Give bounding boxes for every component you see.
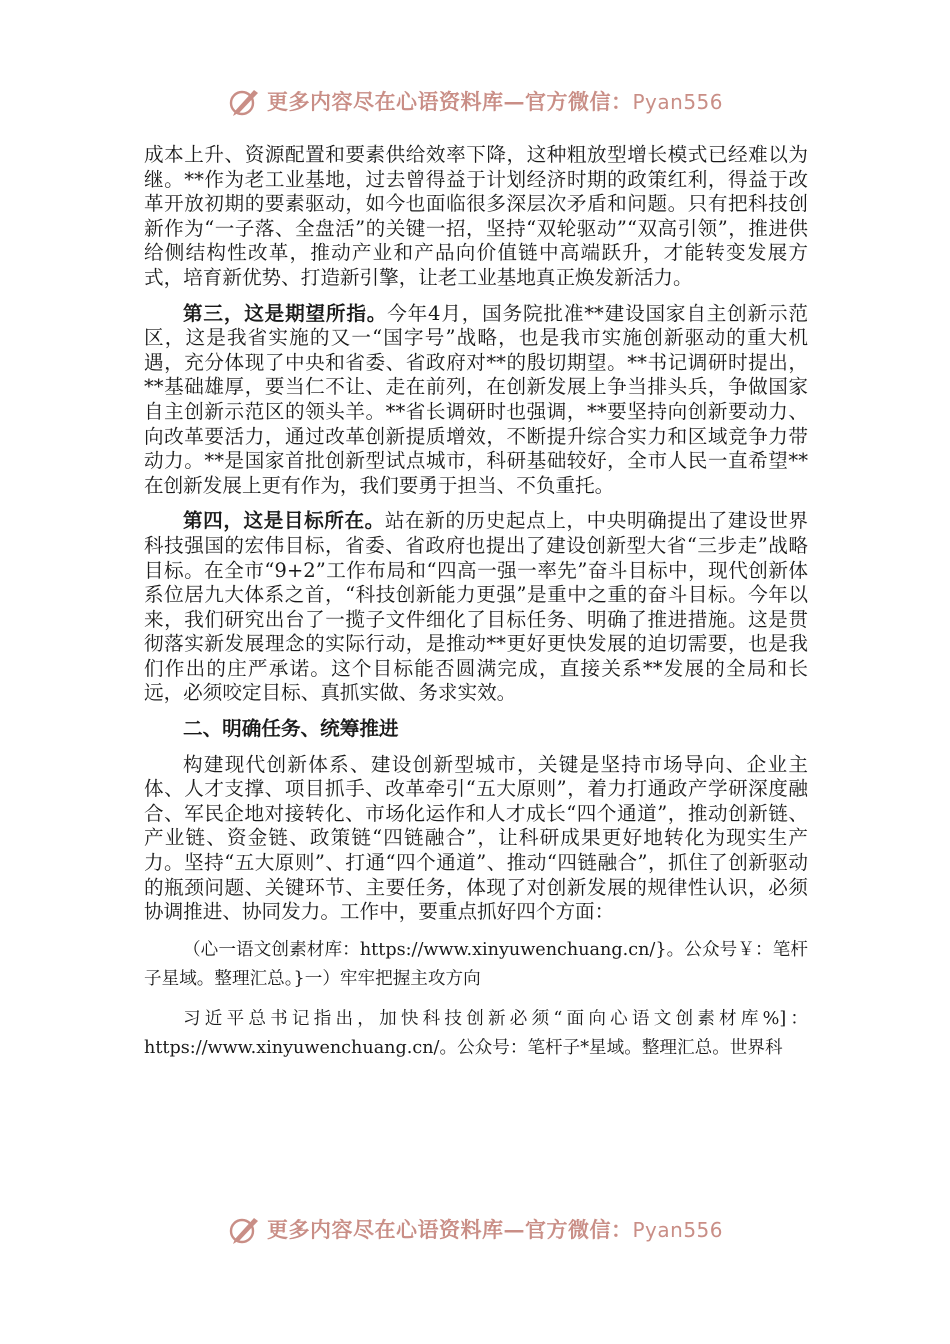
paragraph-1: 成本上升、资源配置和要素供给效率下降，这种粗放型增长模式已经难以为继。**作为老工业基地，过去曾得益于计划经济时期的政策红利，得益于改革开放初期的要素驱动，如今也面临很多深层次矛盾和问题。只有把科技创新作为“一子落、全盘活”的关键一招，坚持“双轮驱动”“双高引领”，推进供给侧结构性改革，推动产业和产品向价值链中高端跃升，才能转变发展方式，培育新优势、打造新引擎，让老工业基地真正焕发新活力。	[144, 143, 808, 289]
pen-logo-icon	[227, 84, 261, 118]
document-body	[144, 143, 808, 1063]
paragraph-4: 构建现代创新体系、建设创新型城市，关键是坚持市场导向、企业主体、人才支撑、项目抓手、改革牵引“五大原则”，着力打通政产学研深度融合、军民企地对接转化、市场化运作和人才成长“四个通道”，推动创新链、产业链、资金链、政策链“四链融合”，让科研成果更好地转化为现实生产力。坚持“五大原则”、打通“四个通道”、推动“四链融合”，抓住了创新驱动的瓶颈问题、关键环节、主要任务，体现了对创新发展的规律性认识，必须协调推进、协同发力。工作中，要重点抓好四个方面：	[144, 752, 808, 924]
paragraph-3: 第四，这是目标所在。站在新的历史起点上，中央明确提出了建设世界科技强国的宏伟目标，省委、省政府也提出了建设创新型大省“三步走”战略目标。在全市“9+2”工作布局和“四高一强一率先”奋斗目标中，现代创新体系位居九大体系之首，“科技创新能力更强”是重中之重的奋斗目标。今年以来，我们研究出台了一揽子文件细化了目标任务、明确了推进措施。这是贯彻落实新发展理念的实际行动，是推动**更好更快发展的迫切需要，也是我们作出的庄严承诺。这个目标能否圆满完成，直接关系**发展的全局和长远，必须咬定目标、真抓实做、务求实效。	[144, 509, 809, 705]
banner-text: 更多内容尽在心语资料库—官方微信：Pyan556	[266, 89, 723, 114]
paragraph-2: 第三，这是期望所指。今年4月，国务院批准**建设国家自主创新示范区，这是我省实施的又一“国字号”战略，也是我市实施创新驱动的重大机遇，充分体现了中央和省委、省政府对**的殷切期望。**书记调研时提出，**基础雄厚，要当仁不让、走在前列，在创新发展上争当排头兵，争做国家自主创新示范区的领头羊。**省长调研时也强调，**要坚持向创新要动力、向改革要活力，通过改革创新提质增效，不断提升综合实力和区域竞争力带动力。**是国家首批创新型试点城市，科研基础较好，全市人民一直希望**在创新发展上更有作为，我们要勇于担当、不负重托。	[144, 301, 809, 497]
footer-banner	[0, 1212, 950, 1246]
paragraph-6: 习近平总书记指出，加快科技创新必须“面向心语文创素材库%]：https://www.xinyuwenchuang.cn/。公众号：笔杆子*星域。整理汇总。世界科	[144, 1008, 808, 1058]
paragraph-5: （心一语文创素材库：https://www.xinyuwenchuang.cn/}。公众号￥：笔杆子星域。整理汇总。}一）牢牢把握主攻方向	[144, 939, 808, 989]
pen-logo-icon	[227, 1212, 261, 1246]
section-heading-2: 二、明确任务、统筹推进	[183, 717, 399, 741]
header-banner	[0, 84, 950, 118]
paragraph-2-lead: 第三，这是期望所指。	[183, 301, 388, 325]
banner-text: 更多内容尽在心语资料库—官方微信：Pyan556	[266, 1217, 723, 1242]
paragraph-3-lead: 第四，这是目标所在。	[183, 509, 385, 533]
